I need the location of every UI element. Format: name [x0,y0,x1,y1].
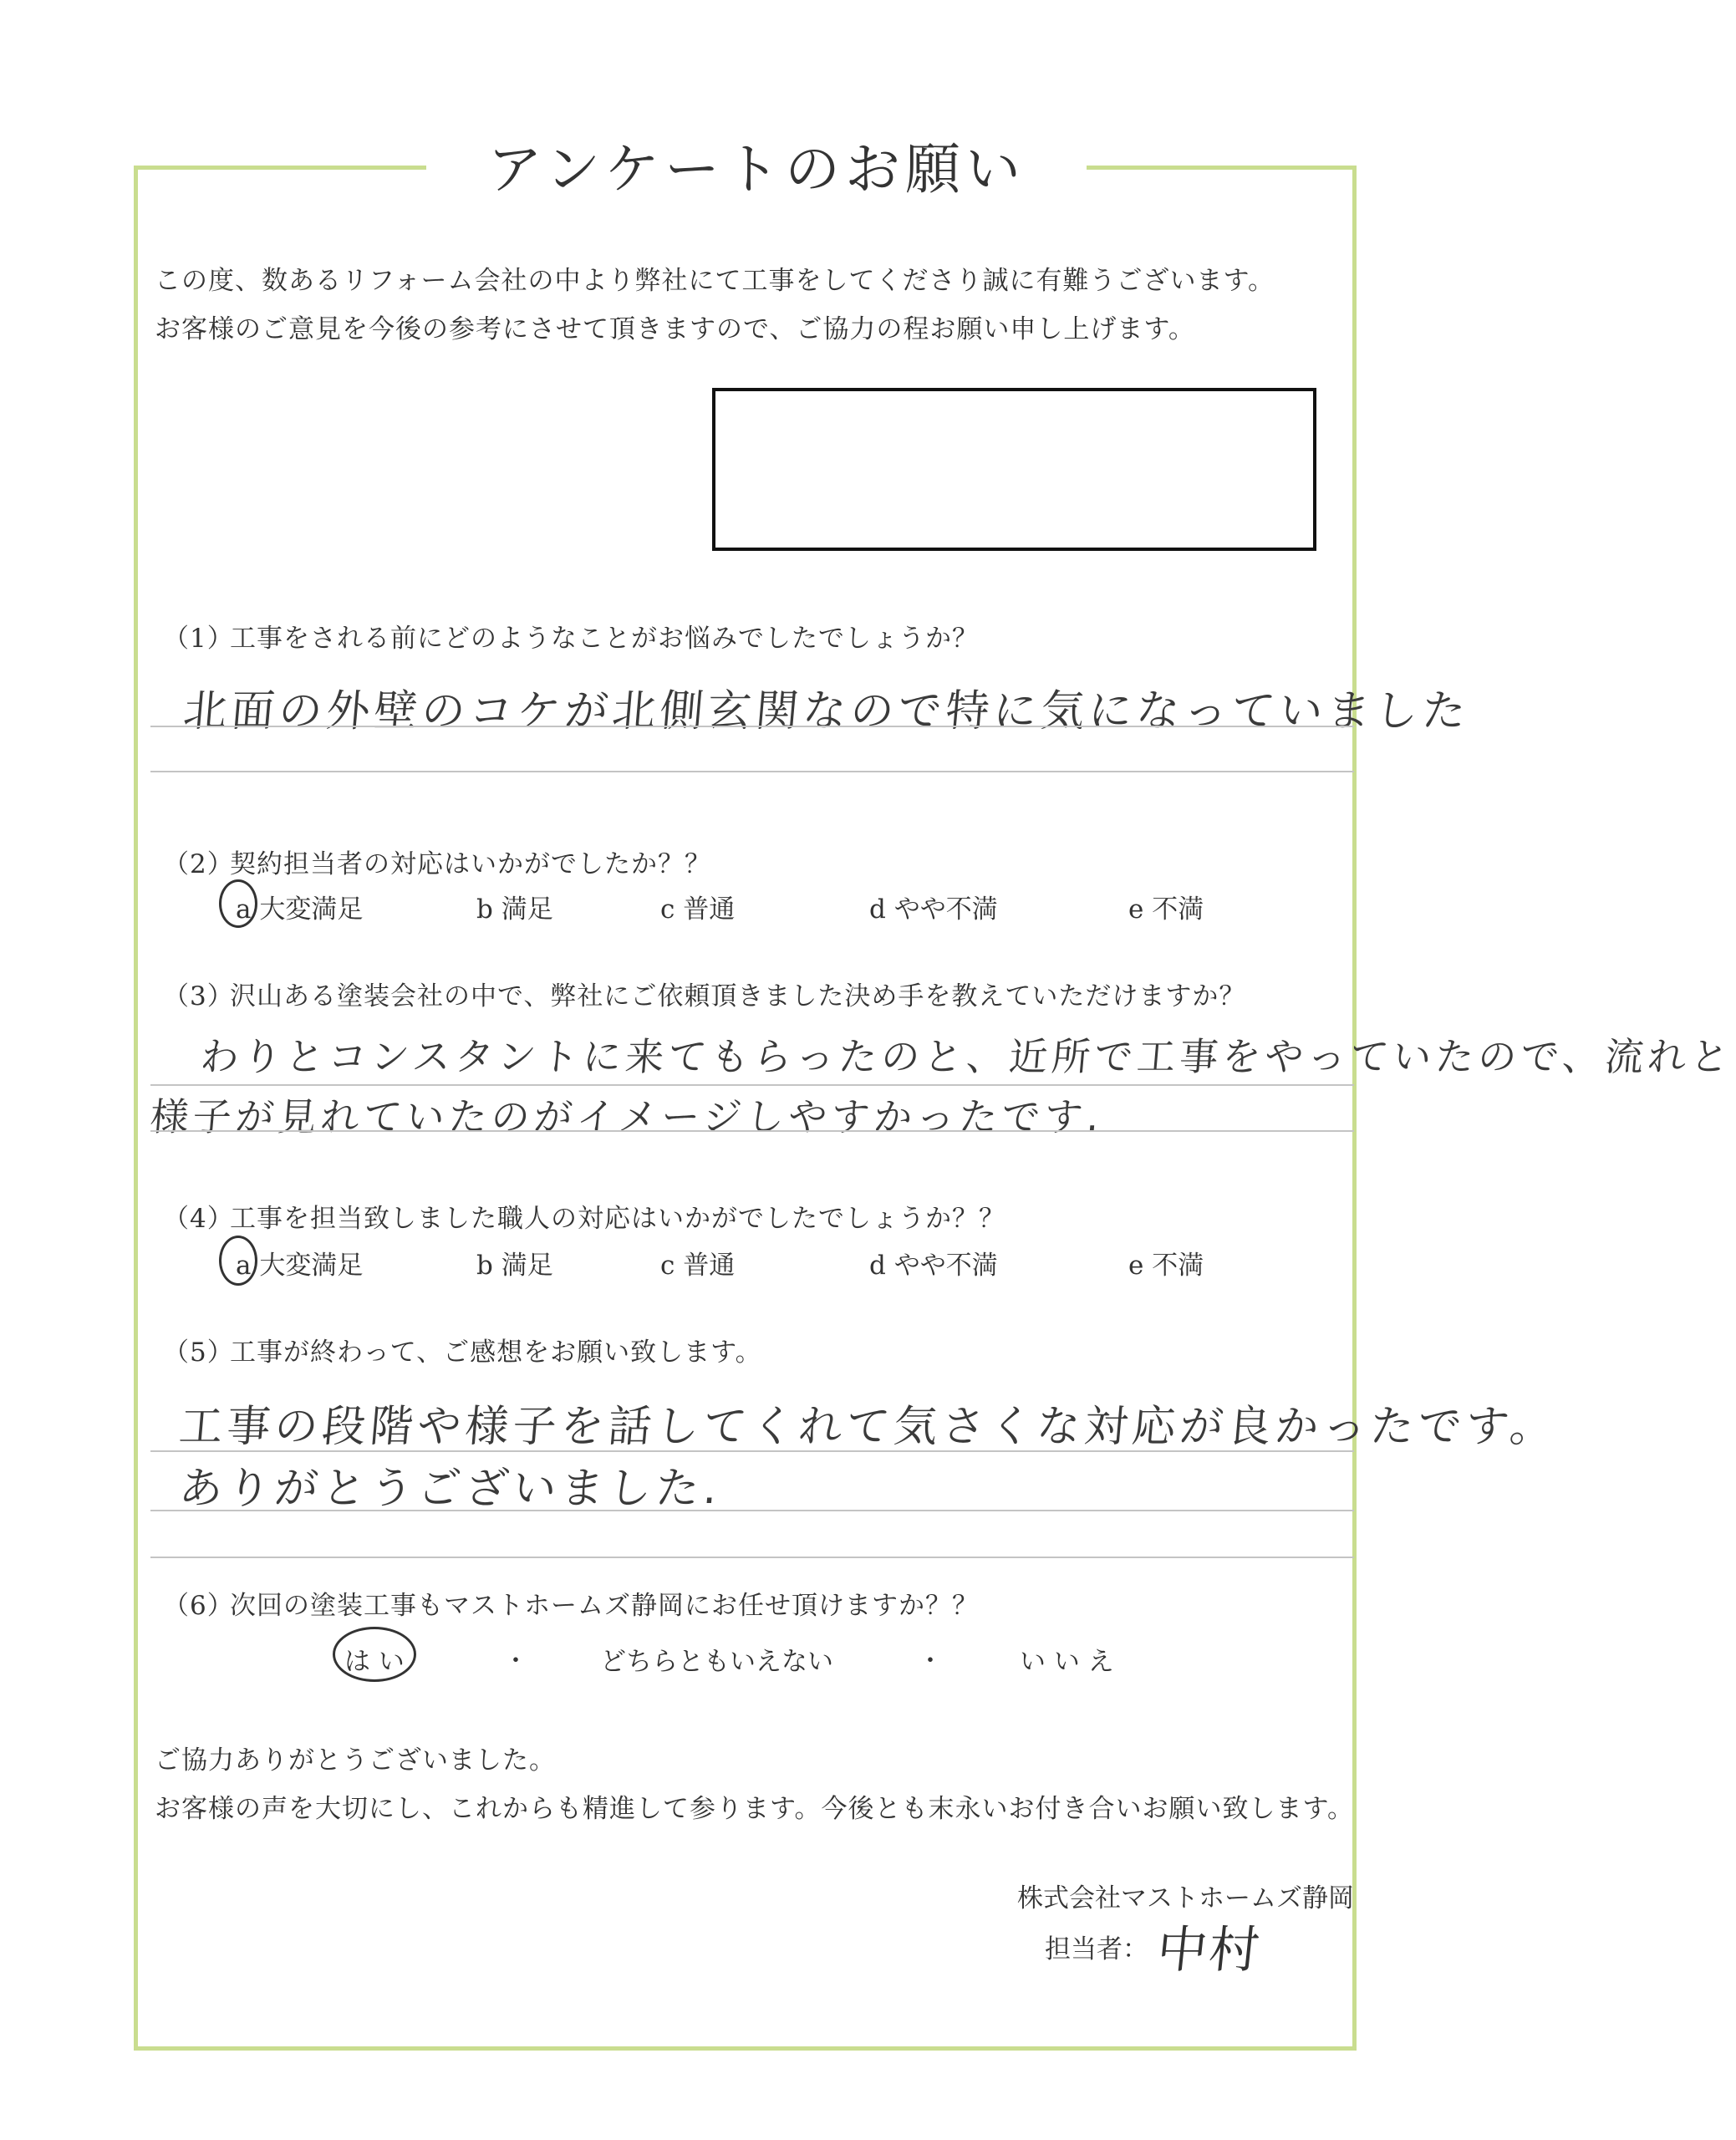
question-1 [163,617,979,655]
closing-line-1: ご協力ありがとうございました。 [155,1745,556,1776]
q2-option-c[interactable]: c 普通 [660,894,736,925]
answer-rule [150,771,1354,772]
answer-5-line-2: ありがとうございました. [176,1464,724,1514]
q6-option-neither[interactable]: どちらともいえない [600,1647,833,1677]
question-4 [163,1197,1005,1235]
q4-option-e[interactable]: e 不満 [1128,1251,1204,1281]
intro-line-1: この度、数あるリフォーム会社の中より弊社にて工事をしてくださり誠に有難うございます。 [155,266,1275,296]
person-signature: 中村 [1153,1921,1265,1980]
answer-rule [150,1450,1354,1452]
separator-dot: ・ [503,1647,528,1676]
q4-option-a[interactable]: a 大変満足 [236,1251,364,1281]
q6-option-yes[interactable]: は い [344,1647,405,1677]
answer-3-line-2: 様子が見れていたのがイメージしやすかったです. [148,1094,1106,1139]
question-4-text: 工事を担当致しました職人の対応はいかがでしたでしょうか？？ [230,1204,1005,1234]
question-5-number: （5） [163,1338,234,1368]
answer-5-line-1: 工事の段階や様子を話してくれて気さくな対応が良かったです。 [176,1402,1560,1452]
question-2-number: （2） [163,849,234,879]
separator-dot: ・ [918,1647,943,1676]
q6-option-no[interactable]: い い え [1020,1647,1114,1677]
closing-line-2: お客様の声を大切にし、これからも精進して参ります。今後とも末永いお付き合いお願い致します。 [155,1794,1355,1824]
question-2 [163,843,711,880]
q4-option-d[interactable]: d やや不満 [869,1251,998,1281]
question-6-text: 次回の塗装工事もマストホームズ静岡にお任せ頂けますか？？ [230,1591,979,1621]
answer-rule [150,1510,1354,1511]
q2-option-e[interactable]: e 不満 [1128,894,1204,925]
question-3-number: （3） [163,981,234,1011]
question-6 [163,1584,979,1622]
question-3 [163,975,1245,1012]
q2-option-b[interactable]: b 満足 [476,894,553,925]
intro-line-2: お客様のご意見を今後の参考にさせて頂きますので、ご協力の程お願い申し上げます。 [155,314,1195,344]
selected-circle [219,1236,257,1286]
selected-circle [333,1627,416,1682]
answer-rule [150,726,1354,727]
question-4-number: （4） [163,1204,234,1234]
question-3-text: 沢山ある塗装会社の中で、弊社にご依頼頂きました決め手を教えていただけますか？ [230,981,1246,1011]
answer-rule [150,1084,1354,1086]
page-title: アンケートのお願い [426,132,1087,207]
answer-1: 北面の外壁のコケが北側玄関なので特に気になっていました [181,686,1473,736]
question-1-text: 工事をされる前にどのようなことがお悩みでしたでしょうか？ [230,624,979,654]
person-label: 担当者： [1045,1934,1148,1964]
q4-option-c[interactable]: c 普通 [660,1251,736,1281]
q2-option-d[interactable]: d やや不満 [869,894,998,925]
redacted-box [712,388,1316,551]
answer-rule [150,1130,1354,1132]
question-1-number: （1） [163,624,234,654]
q2-option-a[interactable]: a 大変満足 [236,894,364,925]
answer-3-line-1: わりとコンスタントに来てもらったのと、近所で工事をやっていたので、流れと [198,1034,1735,1079]
question-5 [163,1331,762,1368]
q4-option-b[interactable]: b 満足 [476,1251,553,1281]
company-name: 株式会社マストホームズ静岡 [1017,1883,1354,1913]
question-5-text: 工事が終わって、ご感想をお願い致します。 [230,1338,762,1368]
answer-rule [150,1557,1354,1558]
selected-circle [219,879,257,928]
question-6-number: （6） [163,1591,234,1621]
question-2-text: 契約担当者の対応はいかがでしたか？？ [230,849,711,879]
